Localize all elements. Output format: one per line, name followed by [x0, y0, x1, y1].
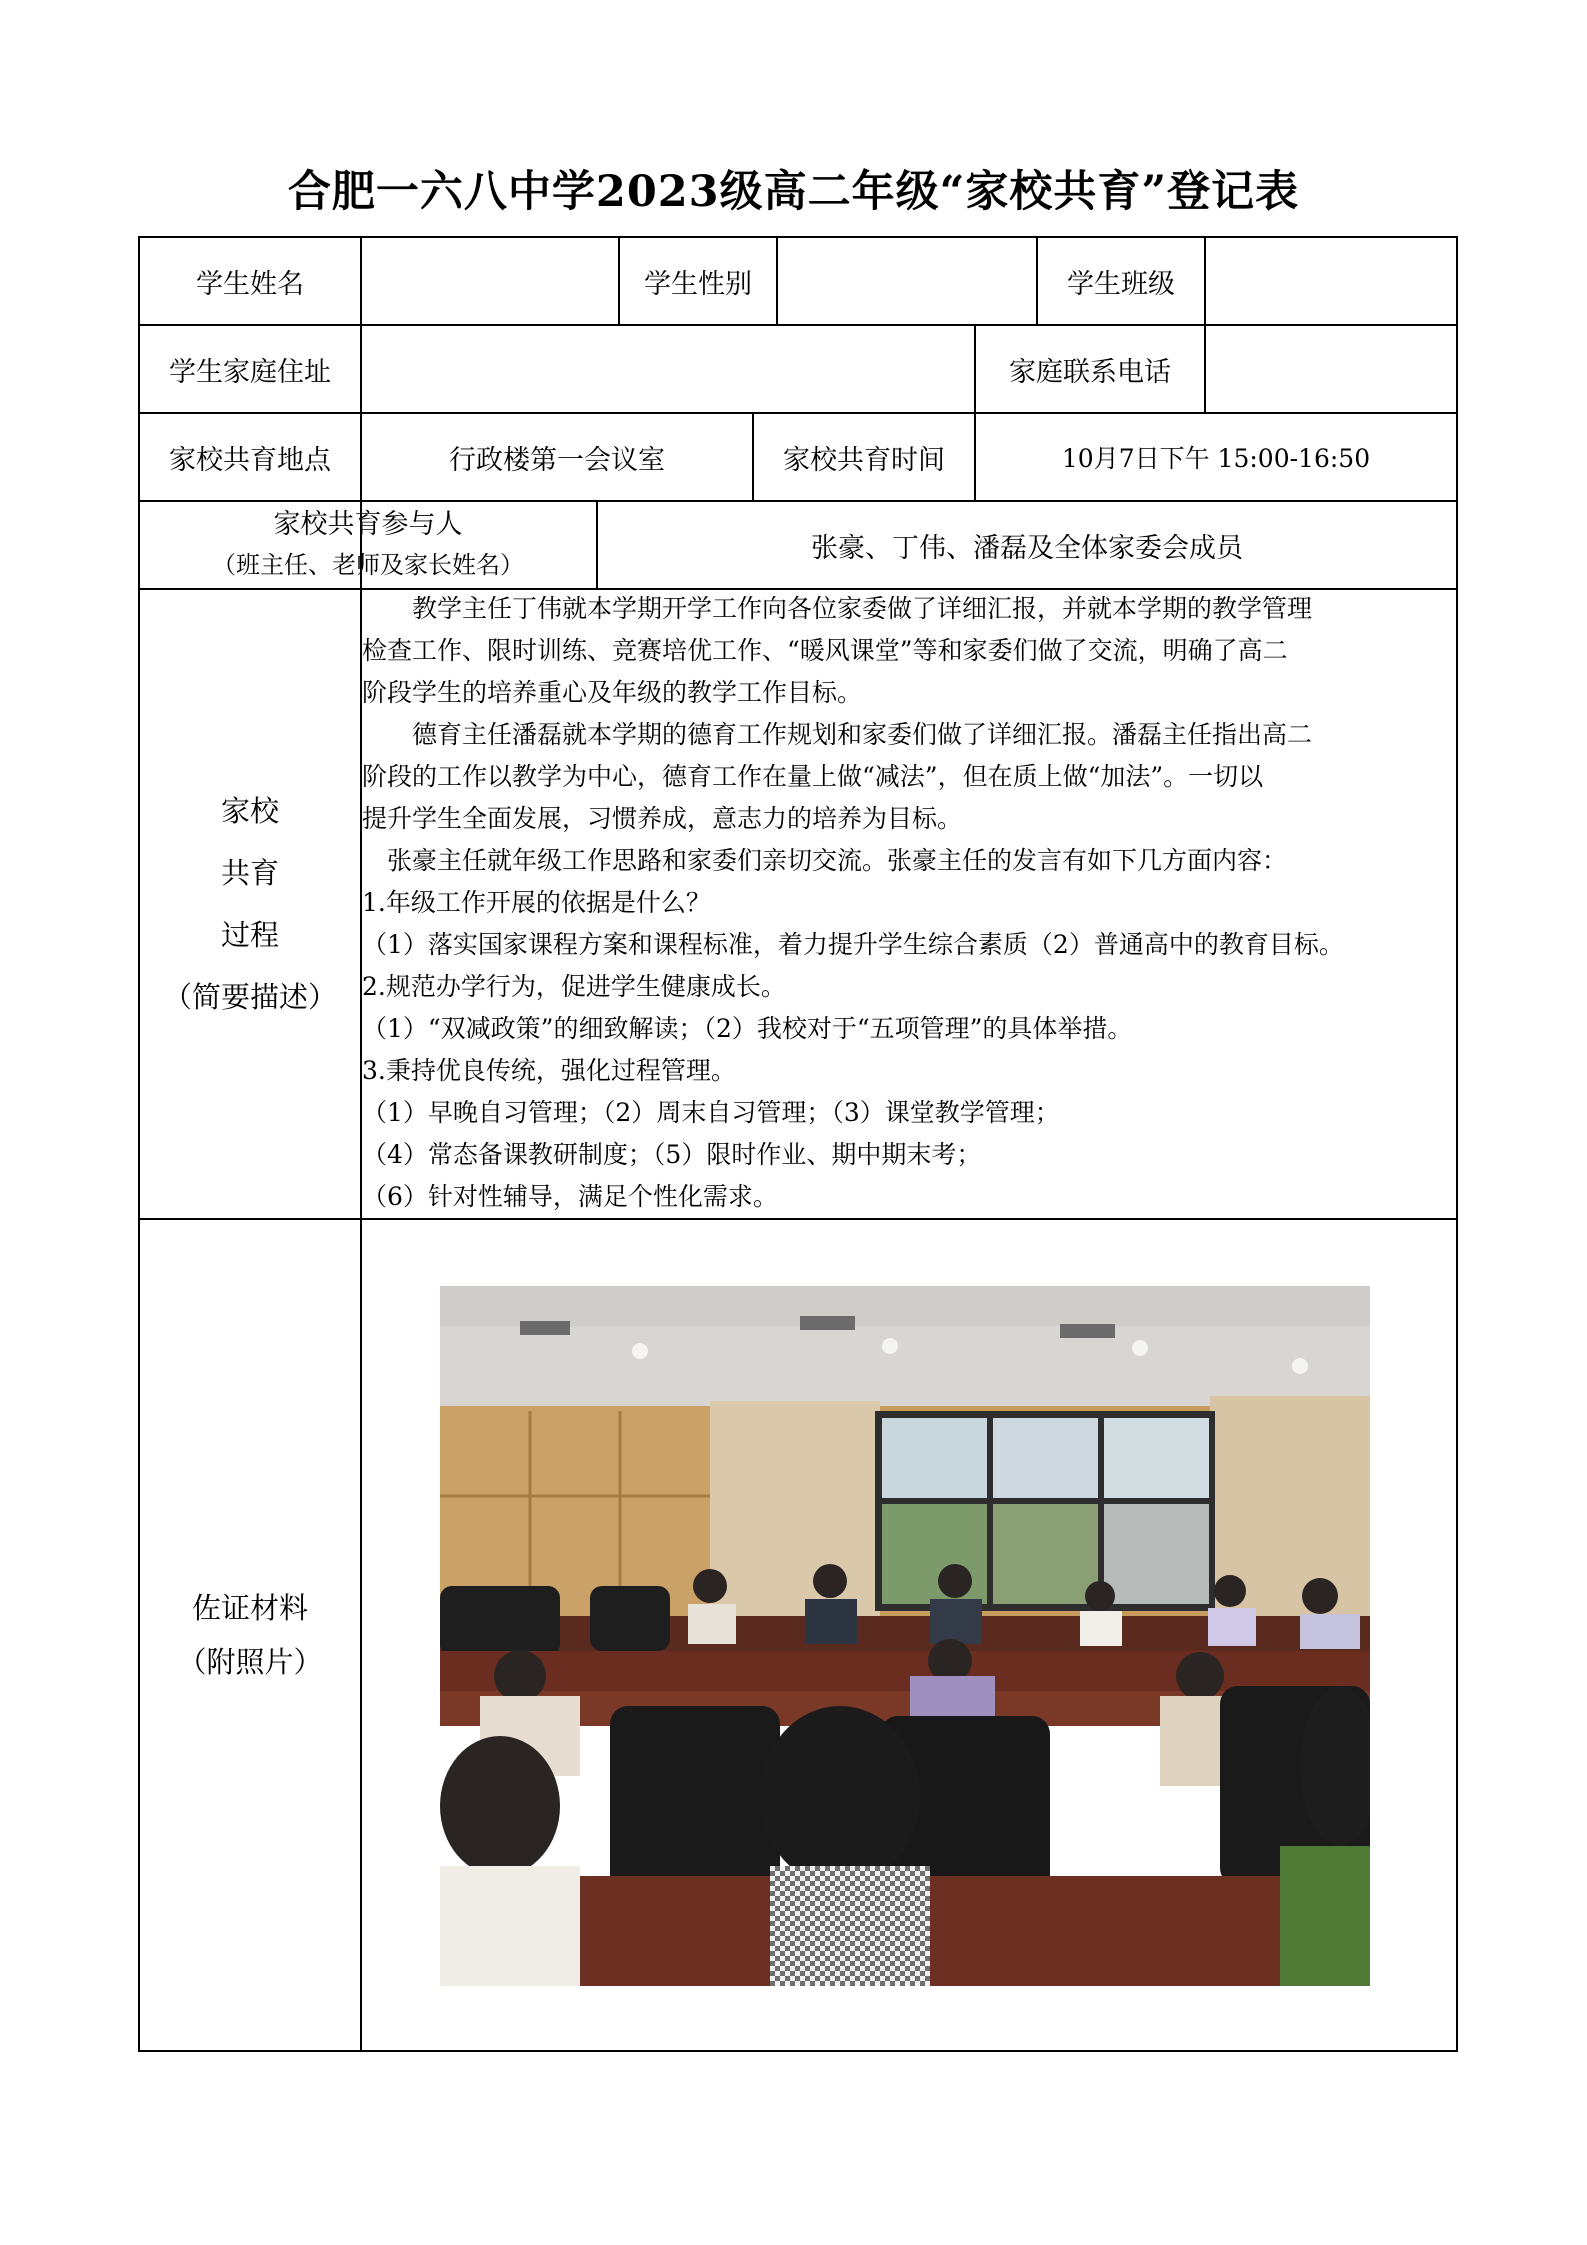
- process-line: （6）针对性辅导，满足个性化需求。: [362, 1182, 778, 1211]
- process-line: （1）“双减政策”的细致解读；（2）我校对于“五项管理”的具体举措。: [362, 1014, 1133, 1043]
- process-description: [362, 588, 1454, 1218]
- process-line: （1）落实国家课程方案和课程标准，着力提升学生综合素质（2）普通高中的教育目标。: [362, 930, 1344, 959]
- student-gender-field[interactable]: [778, 238, 1036, 324]
- process-line: 1.年级工作开展的依据是什么？: [362, 888, 711, 917]
- process-line: 3.秉持优良传统，强化过程管理。: [362, 1056, 736, 1085]
- process-line: 检查工作、限时训练、竞赛培优工作、“暖风课堂”等和家委们做了交流，明确了高二: [362, 636, 1288, 665]
- process-line: （1）早晚自习管理；（2）周末自习管理；（3）课堂教学管理；: [362, 1098, 1060, 1127]
- meeting-photo: [440, 1286, 1370, 1986]
- participants-label: 家校共育参与人: [273, 509, 463, 540]
- student-class-label: 学生班级: [1067, 268, 1175, 300]
- process-line: 阶段学生的培养重心及年级的教学工作目标。: [362, 678, 863, 707]
- participants-label-cell: [140, 502, 596, 588]
- process-label-line: 家校: [220, 794, 279, 828]
- process-line: 德育主任潘磊就本学期的德育工作规划和家委们做了详细汇报。潘磊主任指出高二: [362, 720, 1313, 749]
- home-phone-field[interactable]: [1206, 326, 1456, 412]
- process-label-line: 共育: [220, 856, 279, 890]
- venue-value: 行政楼第一会议室: [449, 444, 665, 476]
- time-value: 10月7日下午 15:00-16:50: [1061, 444, 1371, 473]
- evidence-label-line: 佐证材料: [191, 1591, 308, 1625]
- student-class-field[interactable]: [1206, 238, 1456, 324]
- process-line: 教学主任丁伟就本学期开学工作向各位家委做了详细汇报，并就本学期的教学管理: [362, 594, 1313, 623]
- participants-note: （班主任、老师及家长姓名）: [212, 551, 524, 579]
- process-line: 2.规范办学行为，促进学生健康成长。: [362, 972, 786, 1001]
- home-phone-label: 家庭联系电话: [1009, 356, 1171, 388]
- venue-label: 家校共育地点: [169, 444, 331, 476]
- registration-table: [138, 236, 1458, 2052]
- process-line: 张豪主任就年级工作思路和家委们亲切交流。张豪主任的发言有如下几方面内容：: [362, 846, 1288, 875]
- form-title: 合肥一六八中学2023级高二年级“家校共育”登记表: [287, 167, 1300, 217]
- evidence-label-line: （附照片）: [177, 1645, 323, 1679]
- process-line: （4）常态备课教研制度；（5）限时作业、期中期末考；: [362, 1140, 982, 1169]
- student-gender-label: 学生性别: [644, 268, 752, 300]
- time-label: 家校共育时间: [783, 444, 945, 476]
- home-address-label: 学生家庭住址: [169, 356, 331, 388]
- student-name-field[interactable]: [362, 238, 618, 324]
- evidence-label: [140, 1220, 360, 2050]
- process-label-line: 过程: [220, 918, 279, 952]
- process-line: 阶段的工作以教学为中心，德育工作在量上做“减法”，但在质上做“加法”。一切以: [362, 762, 1264, 791]
- process-label-line: （简要描述）: [162, 980, 337, 1014]
- process-label: [140, 590, 360, 1218]
- participants-value: 张豪、丁伟、潘磊及全体家委会成员: [811, 532, 1243, 564]
- home-address-field[interactable]: [362, 326, 974, 412]
- student-name-label: 学生姓名: [196, 268, 304, 300]
- process-line: 提升学生全面发展，习惯养成，意志力的培养为目标。: [362, 804, 963, 833]
